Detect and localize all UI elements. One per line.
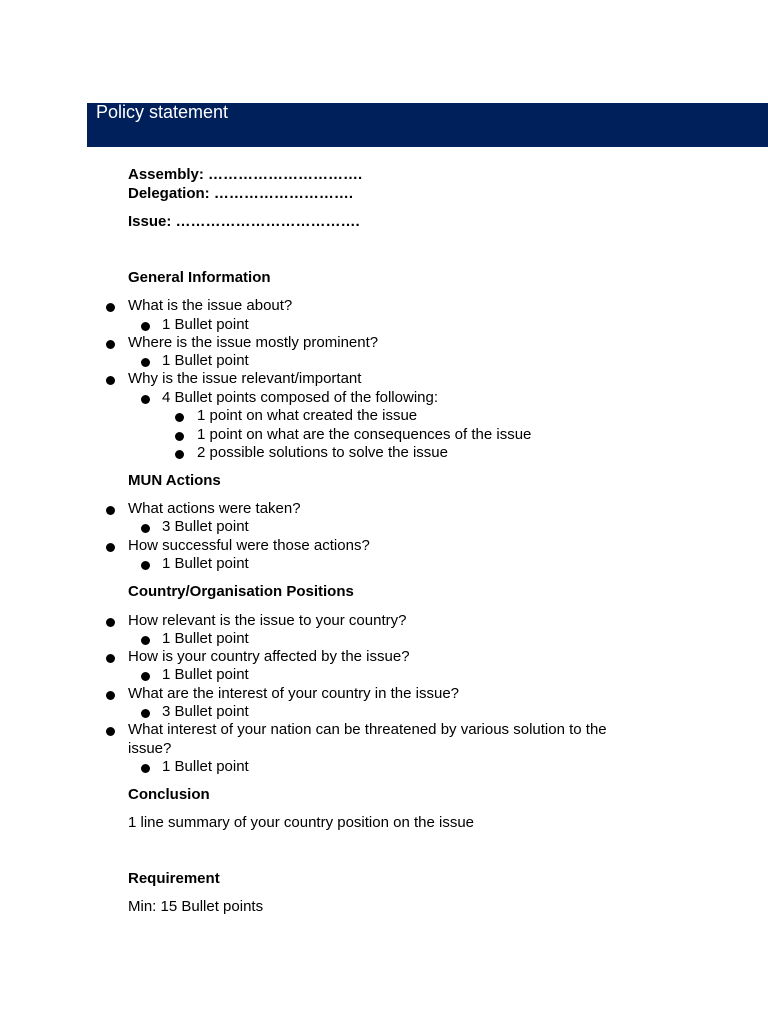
bullet-icon — [141, 636, 150, 645]
delegation-field: Delegation: ………………………. — [128, 185, 354, 202]
list-item: 1 point on what are the consequences of the issue — [197, 426, 532, 443]
page-title: Policy statement — [96, 102, 229, 122]
bullet-icon — [141, 358, 150, 367]
bullet-icon — [141, 561, 150, 570]
bullet-icon — [106, 303, 115, 312]
list-item: 4 Bullet points composed of the following: — [162, 389, 438, 406]
list-item: 1 Bullet point — [162, 316, 249, 333]
bullet-icon — [106, 691, 115, 700]
bullet-icon — [106, 727, 115, 736]
section-heading-mun-actions: MUN Actions — [128, 472, 221, 489]
section-heading-requirement: Requirement — [128, 870, 220, 887]
list-item: Why is the issue relevant/important — [128, 370, 362, 387]
assembly-field: Assembly: …………………………. — [128, 166, 363, 183]
bullet-icon — [106, 618, 115, 627]
bullet-icon — [175, 450, 184, 459]
list-item: 1 Bullet point — [162, 630, 249, 647]
list-item: How relevant is the issue to your country? — [128, 612, 407, 629]
list-item: 3 Bullet point — [162, 703, 249, 720]
bullet-icon — [175, 413, 184, 422]
list-item: 1 Bullet point — [162, 555, 249, 572]
list-item: Where is the issue mostly prominent? — [128, 334, 379, 351]
bullet-icon — [175, 432, 184, 441]
list-item: 1 Bullet point — [162, 352, 249, 369]
conclusion-text: 1 line summary of your country position on the issue — [128, 814, 475, 831]
requirement-text: Min: 15 Bullet points — [128, 898, 264, 915]
bullet-icon — [106, 506, 115, 515]
bullet-icon — [106, 376, 115, 385]
bullet-icon — [141, 672, 150, 681]
bullet-icon — [106, 340, 115, 349]
bullet-icon — [106, 654, 115, 663]
bullet-icon — [141, 764, 150, 773]
header-bar — [87, 103, 768, 147]
list-item: 2 possible solutions to solve the issue — [197, 444, 448, 461]
list-item: What actions were taken? — [128, 500, 301, 517]
list-item: What interest of your nation can be threatened by various solution to the — [128, 721, 607, 738]
list-item-continuation: issue? — [128, 740, 172, 757]
bullet-icon — [141, 524, 150, 533]
list-item: 3 Bullet point — [162, 518, 249, 535]
section-heading-general-information: General Information — [128, 269, 271, 286]
issue-field: Issue: ………………………………. — [128, 213, 360, 230]
list-item: What are the interest of your country in the issue? — [128, 685, 460, 702]
bullet-icon — [141, 709, 150, 718]
list-item: 1 Bullet point — [162, 666, 249, 683]
section-heading-conclusion: Conclusion — [128, 786, 210, 803]
bullet-icon — [141, 322, 150, 331]
list-item: 1 Bullet point — [162, 758, 249, 775]
bullet-icon — [141, 395, 150, 404]
bullet-icon — [106, 543, 115, 552]
list-item: How is your country affected by the issue? — [128, 648, 410, 665]
list-item: How successful were those actions? — [128, 537, 370, 554]
list-item: 1 point on what created the issue — [197, 407, 418, 424]
list-item: What is the issue about? — [128, 297, 293, 314]
section-heading-country-positions: Country/Organisation Positions — [128, 583, 354, 600]
